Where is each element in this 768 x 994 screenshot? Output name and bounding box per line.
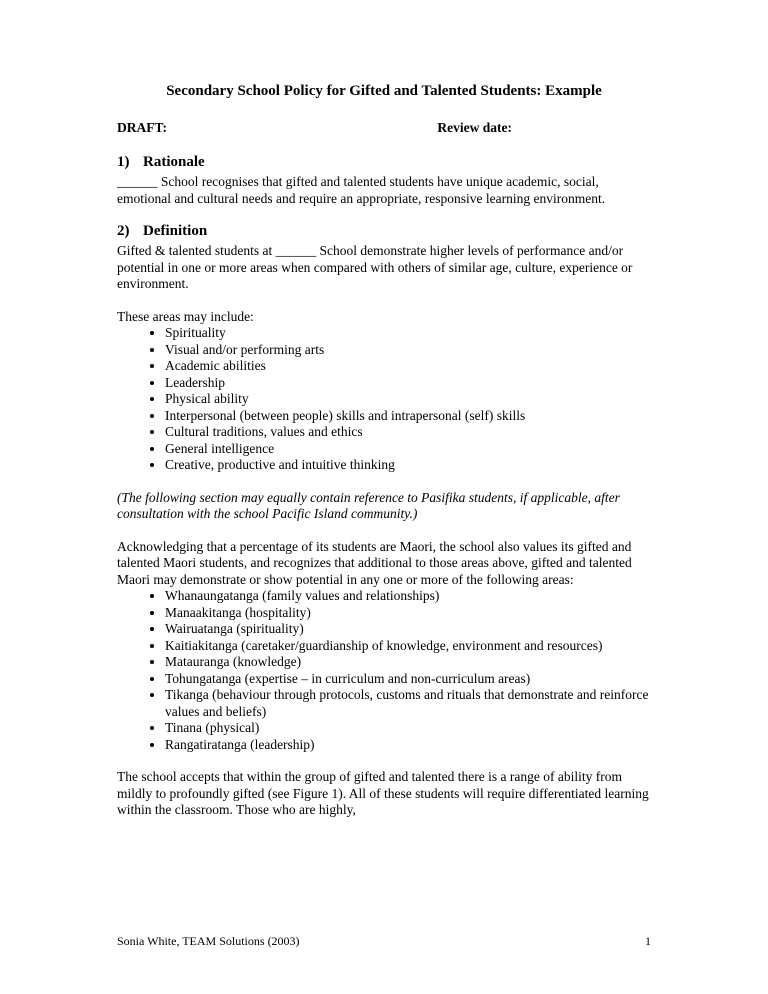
- section-heading-rationale: [117, 153, 651, 171]
- maori-intro-paragraph: Acknowledging that a percentage of its students are Maori, the school also values its gifted and talented Maori students, and recognizes that additional to those areas above, gifted and talented Maori may demonstrate or show potential in any one or more of the following areas:: [117, 538, 632, 587]
- footer-page-number: 1: [645, 934, 651, 948]
- list-item: • Visual and/or performing arts: [165, 342, 651, 359]
- list-item: • Whanaungatanga (family values and relationships): [165, 588, 651, 605]
- section-heading-definition: [117, 222, 651, 240]
- draft-label: DRAFT:: [117, 120, 167, 135]
- areas-bullet-list: [117, 325, 651, 474]
- list-item: • Spirituality: [165, 325, 651, 342]
- closing-paragraph: The school accepts that within the group of gifted and talented there is a range of ability from mildly to profoundly gifted (see Figure 1). All of these students will require differentiated learning within the classroom. Those who are highly,: [117, 769, 649, 817]
- list-item: • Creative, productive and intuitive thinking: [165, 457, 651, 474]
- footer-author: Sonia White, TEAM Solutions (2003): [117, 934, 300, 948]
- list-item: • Academic abilities: [165, 358, 651, 375]
- list-item: • Manaakitanga (hospitality): [165, 605, 651, 622]
- list-item: • Leadership: [165, 375, 651, 392]
- draft-review-row: [117, 120, 651, 137]
- page-footer: [117, 934, 651, 949]
- list-item: • Cultural traditions, values and ethics: [165, 424, 651, 441]
- areas-intro-paragraph: These areas may include:: [117, 308, 254, 324]
- list-item: • Wairuatanga (spirituality): [165, 621, 651, 638]
- section-number-definition: 2): [117, 223, 130, 239]
- maori-areas-bullet-list: [117, 588, 651, 753]
- list-item: • Matauranga (knowledge): [165, 654, 651, 671]
- document-content: [117, 82, 651, 819]
- section-label-rationale: Rationale: [143, 154, 205, 170]
- list-item: • Tohungatanga (expertise – in curriculum and non-curriculum areas): [165, 671, 651, 688]
- list-item: • Rangatiratanga (leadership): [165, 737, 651, 754]
- section-number-rationale: 1): [117, 154, 130, 170]
- review-date-label: Review date:: [437, 120, 512, 135]
- list-item: • Tinana (physical): [165, 720, 651, 737]
- section-label-definition: Definition: [143, 223, 208, 239]
- list-item: • Tikanga (behaviour through protocols, customs and rituals that demonstrate and reinforce values and beliefs): [165, 687, 651, 720]
- list-item: • Kaitiakitanga (caretaker/guardianship of knowledge, environment and resources): [165, 638, 651, 655]
- list-item: • General intelligence: [165, 441, 651, 458]
- pasifika-note-paragraph: (The following section may equally contain reference to Pasifika students, if applicable, after consultation with the school Pacific Island community.): [117, 489, 620, 521]
- document-title: Secondary School Policy for Gifted and Talented Students: Example: [166, 83, 602, 99]
- list-item: • Interpersonal (between people) skills and intrapersonal (self) skills: [165, 408, 651, 425]
- list-item: • Physical ability: [165, 391, 651, 408]
- rationale-paragraph: ______ School recognises that gifted and talented students have unique academic, social, emotional and cultural needs and require an appropriate, responsive learning environment.: [117, 174, 606, 206]
- definition-paragraph: Gifted & talented students at ______ School demonstrate higher levels of performance and/or potential in one or more areas when compared with others of similar age, culture, experience or environment.: [117, 243, 633, 291]
